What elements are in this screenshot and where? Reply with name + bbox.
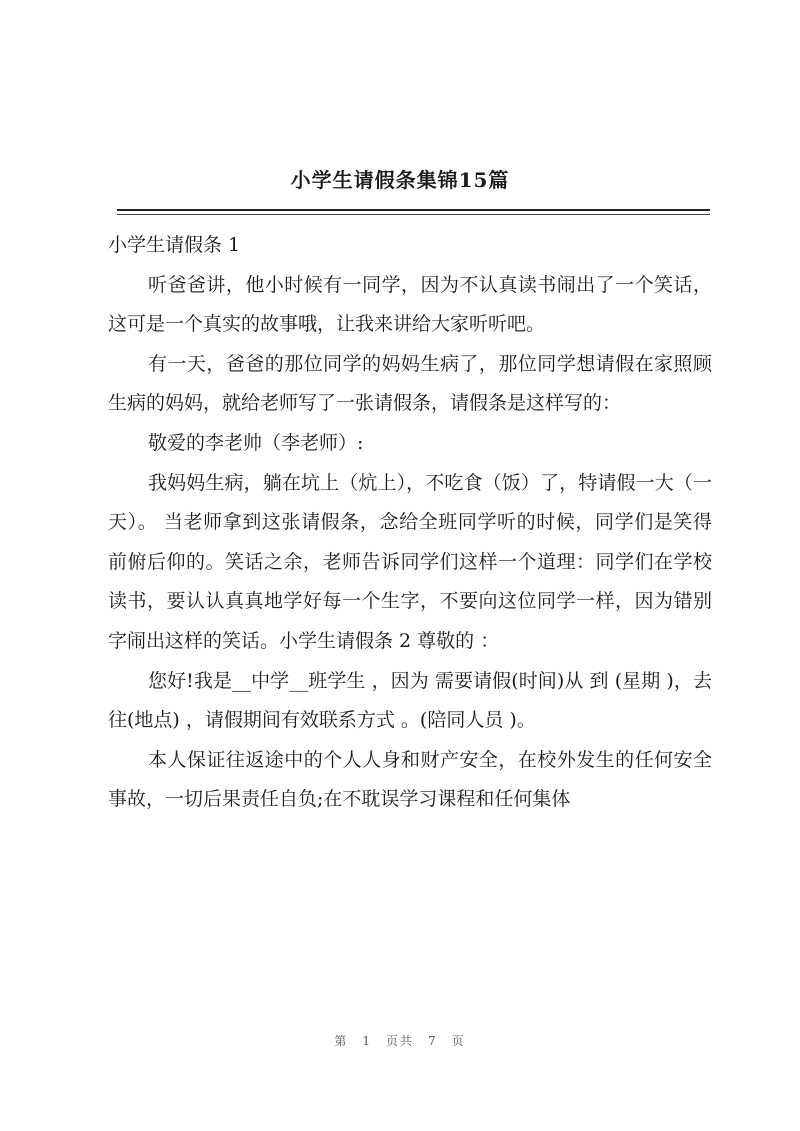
paragraph: 您好!我是__中学__班学生 ，因为 需要请假(时间)从 到 (星期 )，去往(地点) ，请假期间有效联系方式 。(陪同人员 )。 <box>108 669 712 732</box>
title-divider <box>117 209 710 211</box>
document-title: 小学生请假条集锦15篇 <box>290 168 510 192</box>
paragraph: 听爸爸讲，他小时候有一同学，因为不认真读书闹出了一个笑话，这可是一个真实的故事哦，让我来讲给大家听听吧。 <box>108 273 712 336</box>
footer-prefix: 第 <box>334 1034 349 1048</box>
paragraph: 我妈妈生病，躺在坑上（炕上），不吃食（饭）了，特请假一大（一天）。 当老师拿到这张请假条，念给全班同学听的时候，同学们是笑得前俯后仰的。笑话之余，老师告诉同学们这样一个道理：同学们在学校读书，要认认真真地学好每一个生字，不要向这位同学一样，因为错别字闹出这样的笑话。小学生请假条 2 尊敬的 ： <box>108 471 712 652</box>
paragraph: 本人保证往返途中的个人人身和财产安全，在校外发生的任何安全事故，一切后果责任自负;在不耽误学习课程和任何集体 <box>108 748 712 811</box>
paragraph: 有一天，爸爸的那位同学的妈妈生病了，那位同学想请假在家照顾生病的妈妈，就给老师写了一张请假条，请假条是这样写的： <box>108 352 712 415</box>
paragraph: 敬爱的李老帅（李老师）: <box>148 431 364 454</box>
page-footer <box>0 1032 800 1049</box>
footer-middle: 页共 <box>385 1034 414 1048</box>
footer-current-page: 1 <box>362 1034 372 1048</box>
footer-total-pages: 7 <box>428 1034 438 1048</box>
document-body <box>108 226 712 820</box>
title-divider-thin <box>117 214 710 215</box>
section-heading: 小学生请假条 1 <box>108 234 241 256</box>
footer-suffix: 页 <box>451 1034 466 1048</box>
